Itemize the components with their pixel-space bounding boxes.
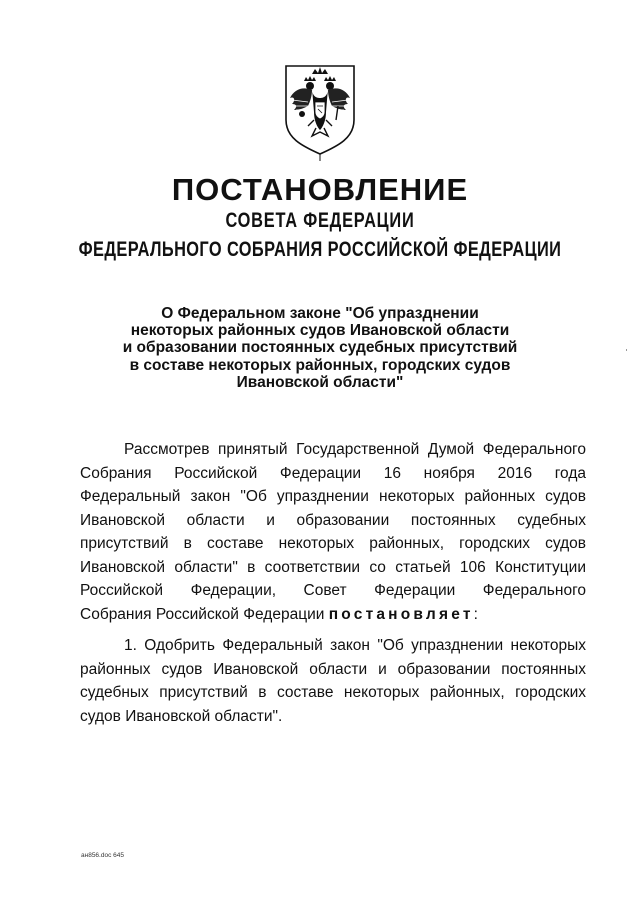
paragraph-line: Собрания Российской Федерации 16 ноября 2016 года: [80, 464, 586, 482]
paragraph-line: районных судов Ивановской области и образовании постоянных: [80, 660, 586, 678]
document-title: ПОСТАНОВЛЕНИЕ: [171, 172, 469, 207]
heading-line: и образовании постоянных судебных присутствий: [122, 339, 518, 357]
paragraph-line: Российской Федерации, Совет Федерации Федерального: [80, 582, 586, 599]
resolution-item-1: [80, 634, 586, 728]
heading-line: О Федеральном законе "Об упразднении: [161, 305, 479, 322]
punctuation-colon: :: [473, 605, 478, 623]
paragraph-line: Рассмотрев принятый Государственной Думой Федерального: [124, 441, 586, 458]
heading-line: некоторых районных судов Ивановской области: [130, 322, 510, 340]
russian-coat-of-arms-icon: [282, 62, 358, 162]
document-subtitle-issuer: СОВЕТА ФЕДЕРАЦИИ: [225, 209, 415, 232]
resolution-heading: [120, 305, 520, 391]
paragraph-line: судебных присутствий в составе некоторых районных, городских: [80, 684, 586, 701]
heading-line: в составе некоторых районных, городских судов: [129, 356, 511, 374]
paragraph-line: судов Ивановской области".: [80, 707, 283, 725]
paragraph-line: Ивановской области" в соответствии со статьей 106 Конституции: [80, 558, 586, 576]
footer-document-code: ан856.doc 645: [81, 852, 124, 859]
paragraph-line: [80, 603, 586, 627]
scan-speck: [626, 349, 627, 351]
document-subtitle-body: ФЕДЕРАЛЬНОГО СОБРАНИЯ РОССИЙСКОЙ ФЕДЕРАЦИИ: [78, 238, 562, 261]
resolves-keyword: постановляет: [328, 605, 474, 623]
heading-line: Ивановской области": [236, 373, 404, 391]
paragraph-line-text: Собрания Российской Федерации: [80, 605, 329, 623]
paragraph-line: Ивановской области и образовании постоянных судебных: [80, 511, 586, 529]
paragraph-line: присутствий в составе некоторых районных, городских судов: [80, 535, 586, 552]
paragraph-line: 1. Одобрить Федеральный закон "Об упразднении некоторых: [124, 637, 586, 654]
paragraph-line: Федеральный закон "Об упразднении некоторых районных судов: [80, 488, 586, 505]
preamble-paragraph: [80, 438, 586, 626]
